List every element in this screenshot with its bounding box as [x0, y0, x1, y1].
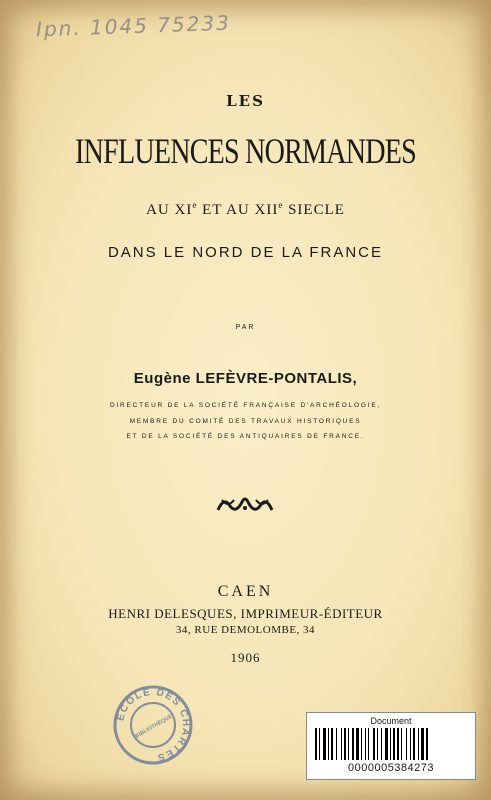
subtitle-century: [0, 200, 491, 219]
stamp-ring-text: ÉCOLE DES CHARTES: [115, 686, 192, 763]
subtitle-part-1: AU XI: [146, 202, 193, 218]
barcode-bars: [315, 728, 467, 760]
handwritten-shelfmark: Ipn. 1045 75233: [35, 10, 232, 42]
imprint-address: 34, RUE DEMOLOMBE, 34: [175, 624, 316, 636]
by-label: PAR: [235, 324, 256, 331]
author-role-line-3: ET DE LA SOCIÉTÉ DES ANTIQUAIRES DE FRANCE.: [126, 433, 365, 440]
imprint-year: 1906: [230, 650, 261, 665]
subtitle-sup-2: e: [278, 200, 284, 210]
subtitle-sup-1: e: [192, 200, 198, 210]
subtitle-region: DANS LE NORD DE LA FRANCE: [107, 244, 384, 261]
author-name: Eugène LEFÈVRE-PONTALIS,: [133, 370, 358, 387]
title-article: LES: [226, 92, 265, 110]
library-stamp-icon: [112, 684, 194, 766]
barcode-title: Document: [370, 716, 412, 726]
subtitle-part-2: ET AU XII: [197, 202, 279, 218]
author-role-line-2: MEMBRE DU COMITÉ DES TRAVAUX HISTORIQUES: [129, 418, 362, 425]
imprint-publisher: HENRI DELESQUES, IMPRIMEUR-ÉDITEUR: [108, 606, 383, 621]
subtitle-part-3: SIECLE: [283, 202, 345, 218]
ornament-icon: [214, 492, 276, 514]
barcode-number: 0000005384273: [347, 762, 435, 774]
barcode-label: [306, 712, 476, 780]
imprint-city: CAEN: [217, 583, 274, 600]
author-role-line-1: DIRECTEUR DE LA SOCIÉTÉ FRANÇAISE D'ARCHÉOLOGIE,: [109, 402, 382, 409]
stamp-center-text: BIBLIOTHÈQUE: [134, 713, 174, 740]
main-title: INFLUENCES NORMANDES: [75, 131, 416, 171]
